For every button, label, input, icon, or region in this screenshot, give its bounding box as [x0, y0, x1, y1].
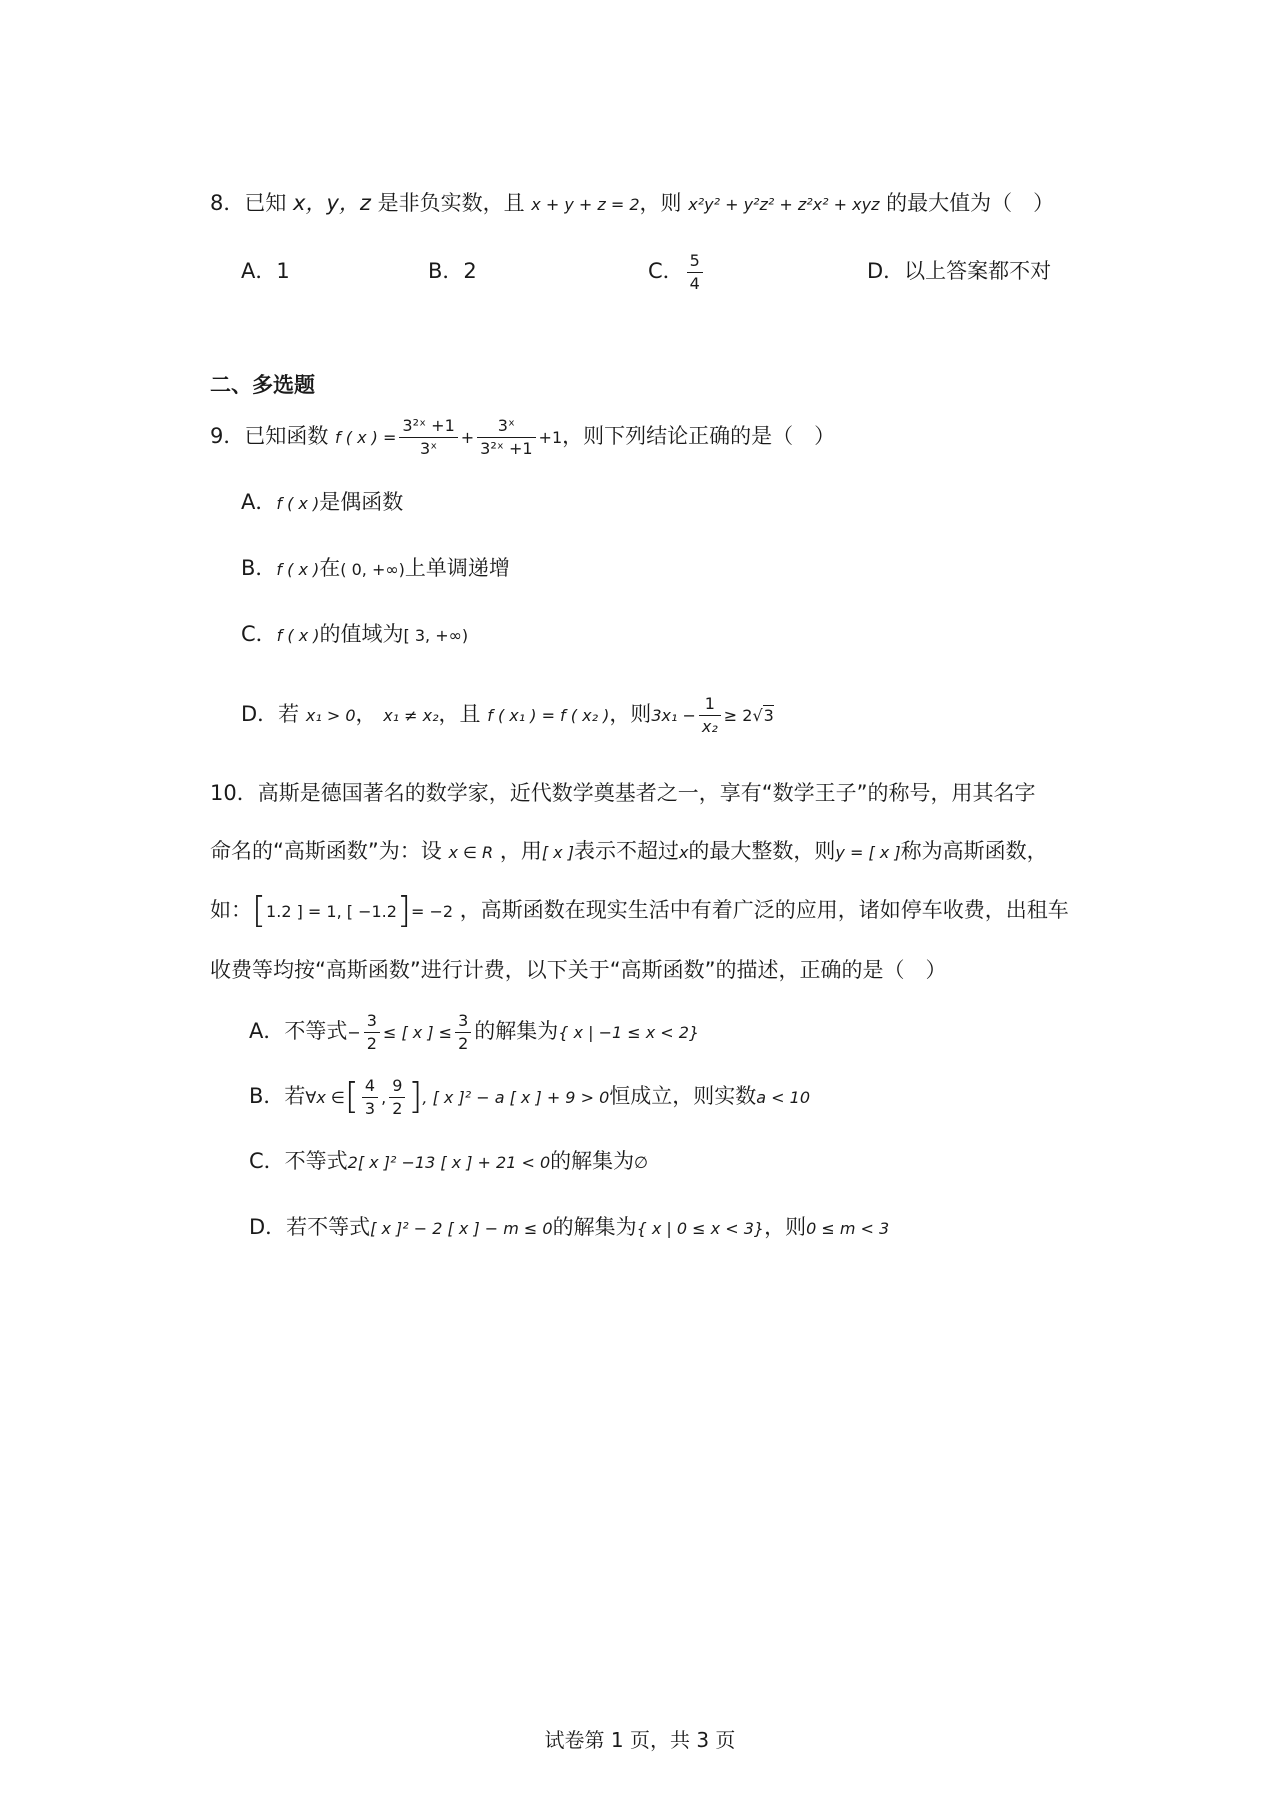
- fraction-numerator: 3: [455, 1010, 471, 1033]
- q8-mid: 是非负实数，且: [370, 191, 532, 215]
- fraction-denominator: x₂: [701, 716, 718, 736]
- q8-condition: x + y + z = 2: [531, 195, 640, 214]
- option-fraction-2: [455, 1010, 471, 1055]
- option-math-4: 3x₁ −: [651, 706, 696, 725]
- q9-tail: +1: [538, 428, 563, 447]
- q8-suffix: 的最大值为（ ）: [879, 191, 1055, 215]
- q9-option-d: D．若 x₁ > 0， x₁ ≠ x₂，且 f ( x₁ ) = f ( x₂ )，则3x₁ − $\frac{1}{\text{x₂}}$ ≥ 2√3: [241, 693, 774, 736]
- option-label: B．若: [249, 1084, 306, 1108]
- math: ∀x ∈: [305, 1088, 345, 1107]
- math: x ∈ R: [448, 843, 494, 862]
- option-interval: ( 0, +∞): [340, 560, 405, 579]
- option-label: A．: [241, 490, 277, 514]
- math: { x | 0 ≤ x < 3}: [636, 1219, 765, 1238]
- option-text: 的值域为: [319, 622, 404, 646]
- option-text: 是偶函数: [319, 490, 404, 514]
- q9-plus: +: [460, 428, 475, 447]
- option-math-1: x₁ > 0: [305, 706, 356, 725]
- math: { x | −1 ≤ x < 2}: [558, 1023, 700, 1042]
- option-math-2: x₁ ≠ x₂: [383, 706, 439, 725]
- option-label: D．若: [241, 702, 300, 726]
- math: −: [347, 1023, 361, 1042]
- q10-line-3: 如：[1.2 ] = 1, [ −1.2]= −2 ，高斯函数在现实生活中有着广泛的应用，诸如停车收费，出租车: [210, 890, 1069, 931]
- option-text-2: ，且: [438, 702, 481, 726]
- option-label: B．: [241, 556, 277, 580]
- q9-suffix: ，则下列结论正确的是（ ）: [562, 424, 836, 448]
- math: a < 10: [756, 1088, 810, 1107]
- fraction-denominator: 3²ˣ +1: [480, 438, 533, 458]
- math: x: [678, 843, 689, 862]
- option-fraction-1: [362, 1075, 378, 1120]
- page-footer: 试卷第 1 页，共 3 页: [544, 1728, 736, 1752]
- math: ≤ [ x ] ≤: [382, 1023, 453, 1042]
- option-text: 的解集为: [552, 1215, 637, 1239]
- text: 的最大整数，则: [688, 839, 836, 863]
- math: y = [ x ]: [835, 843, 901, 862]
- q9-function: f ( x ) =: [335, 428, 397, 447]
- fraction-numerator: 5: [687, 250, 703, 273]
- option-label: C．不等式: [249, 1149, 348, 1173]
- option-text: 恒成立，则实数: [609, 1084, 757, 1108]
- q8-vars: x，y，z: [293, 191, 371, 215]
- text: 命名的“高斯函数”为：设: [210, 839, 449, 863]
- option-text: 在: [319, 556, 341, 580]
- q10-option-c: [249, 1146, 648, 1178]
- q9-option-b: [241, 553, 510, 585]
- option-math: f ( x ): [276, 626, 320, 645]
- q8-option-a: A．1: [241, 259, 290, 283]
- option-math-3: f ( x₁ ) = f ( x₂ ): [487, 706, 610, 725]
- option-label: D．若不等式: [249, 1215, 371, 1239]
- option-math: f ( x ): [276, 560, 320, 579]
- math: ∅: [634, 1153, 649, 1172]
- fraction-denominator: 3ˣ: [419, 438, 438, 458]
- option-text: 的解集为: [474, 1019, 559, 1043]
- option-interval: [ 3, +∞): [403, 626, 469, 645]
- math: 1.2 ] = 1, [ −1.2: [266, 902, 397, 921]
- q9-fraction-1: [399, 415, 457, 460]
- fraction-denominator: 3: [364, 1098, 376, 1118]
- option-label: A．不等式: [249, 1019, 348, 1043]
- text: ，高斯函数在现实生活中有着广泛的应用，诸如停车收费，出租车: [453, 898, 1069, 922]
- math: [ x ]² − 2 [ x ] − m ≤ 0: [370, 1219, 553, 1238]
- math: 0 ≤ m < 3: [806, 1219, 890, 1238]
- text: ，用: [493, 839, 542, 863]
- option-text-2: ，则: [764, 1215, 807, 1239]
- fraction-numerator: 3²ˣ +1: [399, 415, 457, 438]
- fraction-numerator: 3: [364, 1010, 380, 1033]
- q8-mid2: ，则: [639, 191, 689, 215]
- text: 称为高斯函数，: [900, 839, 1048, 863]
- q10-option-d: [249, 1212, 889, 1244]
- section-title: 二、多选题: [210, 373, 315, 397]
- q9-prefix: 9．已知函数: [210, 424, 336, 448]
- fraction-denominator: 2: [392, 1098, 403, 1118]
- fraction-denominator: 2: [366, 1033, 377, 1053]
- q10-option-b: B．若∀x ∈[ $\frac{4}{3}$ , $\frac{9}{2}$ ], [ x ]² − a [ x ] + 9 > 0恒成立，则实数a < 10: [249, 1075, 810, 1118]
- q8-option-c: [648, 243, 706, 299]
- q10-option-a: [249, 1003, 699, 1061]
- fraction-denominator: 2: [458, 1033, 469, 1053]
- option-math: f ( x ): [276, 494, 320, 513]
- option-fraction: [699, 693, 721, 738]
- math: [ x ]: [541, 843, 574, 862]
- q9-fraction-2: [477, 415, 535, 460]
- q8-option-d: D．以上答案都不对: [867, 259, 1052, 283]
- text: 表示不超过: [573, 839, 679, 863]
- option-label: C．: [241, 622, 277, 646]
- q8-option-c-label: C．: [648, 259, 684, 283]
- fraction-denominator: 4: [689, 273, 700, 293]
- q8-option-b: B．2: [428, 259, 477, 283]
- fraction-numerator: 4: [362, 1075, 378, 1098]
- q8-prefix: 8．已知: [210, 191, 294, 215]
- option-fraction-2: [389, 1075, 405, 1120]
- option-text: 的解集为: [550, 1149, 635, 1173]
- fraction-numerator: 1: [699, 693, 721, 716]
- option-fraction-1: [364, 1010, 380, 1055]
- q9-option-a: [241, 487, 403, 519]
- fraction-numerator: 9: [389, 1075, 405, 1098]
- q9-stem: [210, 408, 835, 466]
- math: 2[ x ]² −13 [ x ] + 21 < 0: [347, 1153, 551, 1172]
- option-math-5: ≥ 2: [723, 706, 753, 725]
- q10-line-4: 收费等均按“高斯函数”进行计费，以下关于“高斯函数”的描述，正确的是（ ）: [210, 958, 947, 982]
- math: = −2: [410, 902, 454, 921]
- q10-line-1: 10．高斯是德国著名的数学家，近代数学奠基者之一，享有“数学王子”的称号，用其名字: [210, 781, 1036, 805]
- q8-stem: [210, 188, 1054, 220]
- sqrt-radicand: 3: [763, 706, 774, 725]
- q9-option-c: [241, 619, 468, 651]
- math: , [ x ]² − a [ x ] + 9 > 0: [422, 1088, 610, 1107]
- fraction-numerator: 3ˣ: [477, 415, 535, 438]
- q8-expression: x²y² + y²z² + z²x² + xyz: [688, 195, 880, 214]
- q10-line-2: [210, 836, 1048, 868]
- option-text-2: 上单调递增: [404, 556, 510, 580]
- option-text-3: ，则: [609, 702, 652, 726]
- text: 如：: [210, 898, 252, 922]
- q8-option-c-fraction: [687, 250, 703, 295]
